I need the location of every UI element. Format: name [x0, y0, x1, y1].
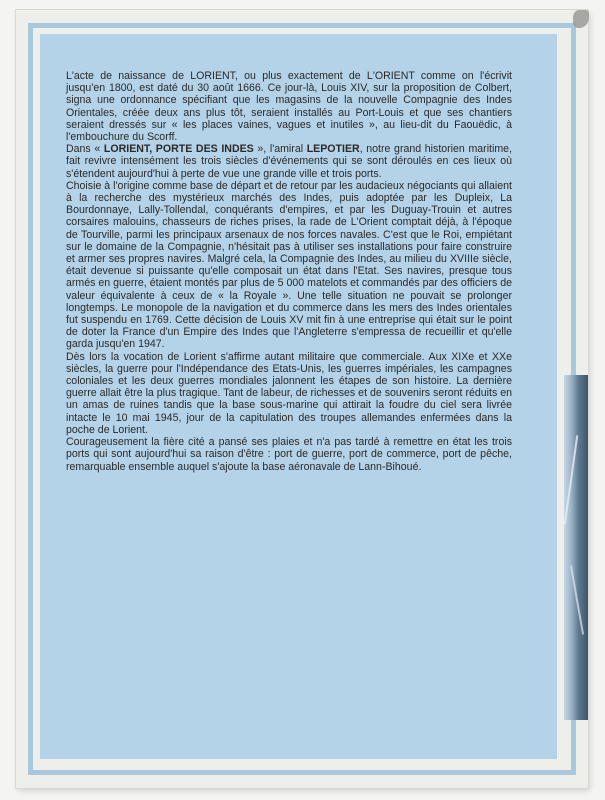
blurb-paragraph [66, 143, 512, 180]
adjacent-cover-edge [564, 375, 588, 720]
blurb-paragraph [66, 436, 512, 473]
paragraph-text: Courageusement la fière cité a pansé ses plaies et n'a pas tardé à remettre en état les trois ports qui sont aujourd'hui sa raison d'être : port de guerre, port de commerce, port de pêche, remarquable ensemble auquel s'ajoute la base aéronavale de Lann-Bihoué. [66, 436, 512, 473]
paragraph-text: Dès lors la vocation de Lorient s'affirme autant militaire que commerciale. Aux XIXe et XXe siècles, la guerre pour l'Indépendance des Etats-Unis, les guerres impériales, les campagnes coloniales et les deux guerres mondiales jalonnent les étapes de son histoire. La dernière guerre allait être la plus tragique. Tant de labeur, de richesses et de souvenirs seront réduits en un amas de ruines tandis que la base sous-marine qui attirait la foudre du ciel sera livrée intacte le 10 mai 1945, jour de la capitulation des troupes allemandes enfermées dans la poche de Lorient. [66, 350, 512, 436]
photo-streak [570, 565, 584, 634]
paragraph-text: Choisie à l'origine comme base de départ et de retour par les audacieux négociants qui allaient à la recherche des mystérieux marchés des Indes, puis adoptée par les Dupleix, La Bourdonnaye, Lally-Tollendal, conquérants d'empires, et par les Duguay-Trouin et autres corsaires malouins, chasseurs de riches prises, la rade de L'Orient comptait déjà, à l'époque de Tourville, parmi les principaux arsenaux de nos forces navales. C'est que le Roi, empiétant sur le domaine de la Compagnie, n'hésitait pas à utiliser ses installations pour faire construire et armer ses propres navires. Malgré cela, la Compagnie des Indes, au milieu du XVIIIe siècle, était devenue si puissante qu'elle composait un état dans l'Etat. Ses navires, presque tous armés en guerre, étaient montés par plus de 5 000 matelots et commandés par des officiers de valeur équivalente à ceux de « la Royale ». Une telle situation ne pouvait se prolonger longtemps. Le monopole de la navigation et du commerce dans les mers des Indes orientales fut suspendu en 1769. Cette décision de Louis XV mit fin à une entreprise qui était sur le point de doter la France d'un Empire des Indes que l'Angleterre s'empressa de recueillir et qu'elle garda jusqu'en 1947. [66, 179, 512, 351]
photo-streak [564, 435, 579, 524]
paragraph-text: Dans « [66, 143, 104, 156]
blurb-paragraph [66, 180, 512, 351]
blurb-paragraph [66, 351, 512, 436]
bold-text: LEPOTIER [306, 143, 360, 156]
back-cover-blurb [66, 70, 512, 473]
paragraph-text: , notre grand historien maritime, fait revivre intensément les trois siècles d'événements qui se sont déroulés en ces lieux où s'étendent aujourd'hui à perte de vue une grande ville et trois ports. [66, 143, 513, 180]
paragraph-text: », l'amiral [253, 143, 307, 156]
blurb-paragraph [66, 70, 512, 143]
paragraph-text: L'acte de naissance de LORIENT, ou plus exactement de L'ORIENT comme on l'écrivit jusqu'en 1800, est daté du 30 août 1666. Ce jour-là, Louis XIV, sur la proposition de Colbert, signa une ordonnance spécifiant que les magasins de la nouvelle Compagnie des Indes Orientales, créée deux ans plus tôt, seraient installés au Port-Louis et que ses chantiers seraient dressés sur « les places vaines, vagues et inutiles », au lieu-dit du Faouëdic, à l'embouchure du Scorff. [66, 70, 512, 144]
bold-text: LORIENT, PORTE DES INDES [103, 143, 254, 156]
